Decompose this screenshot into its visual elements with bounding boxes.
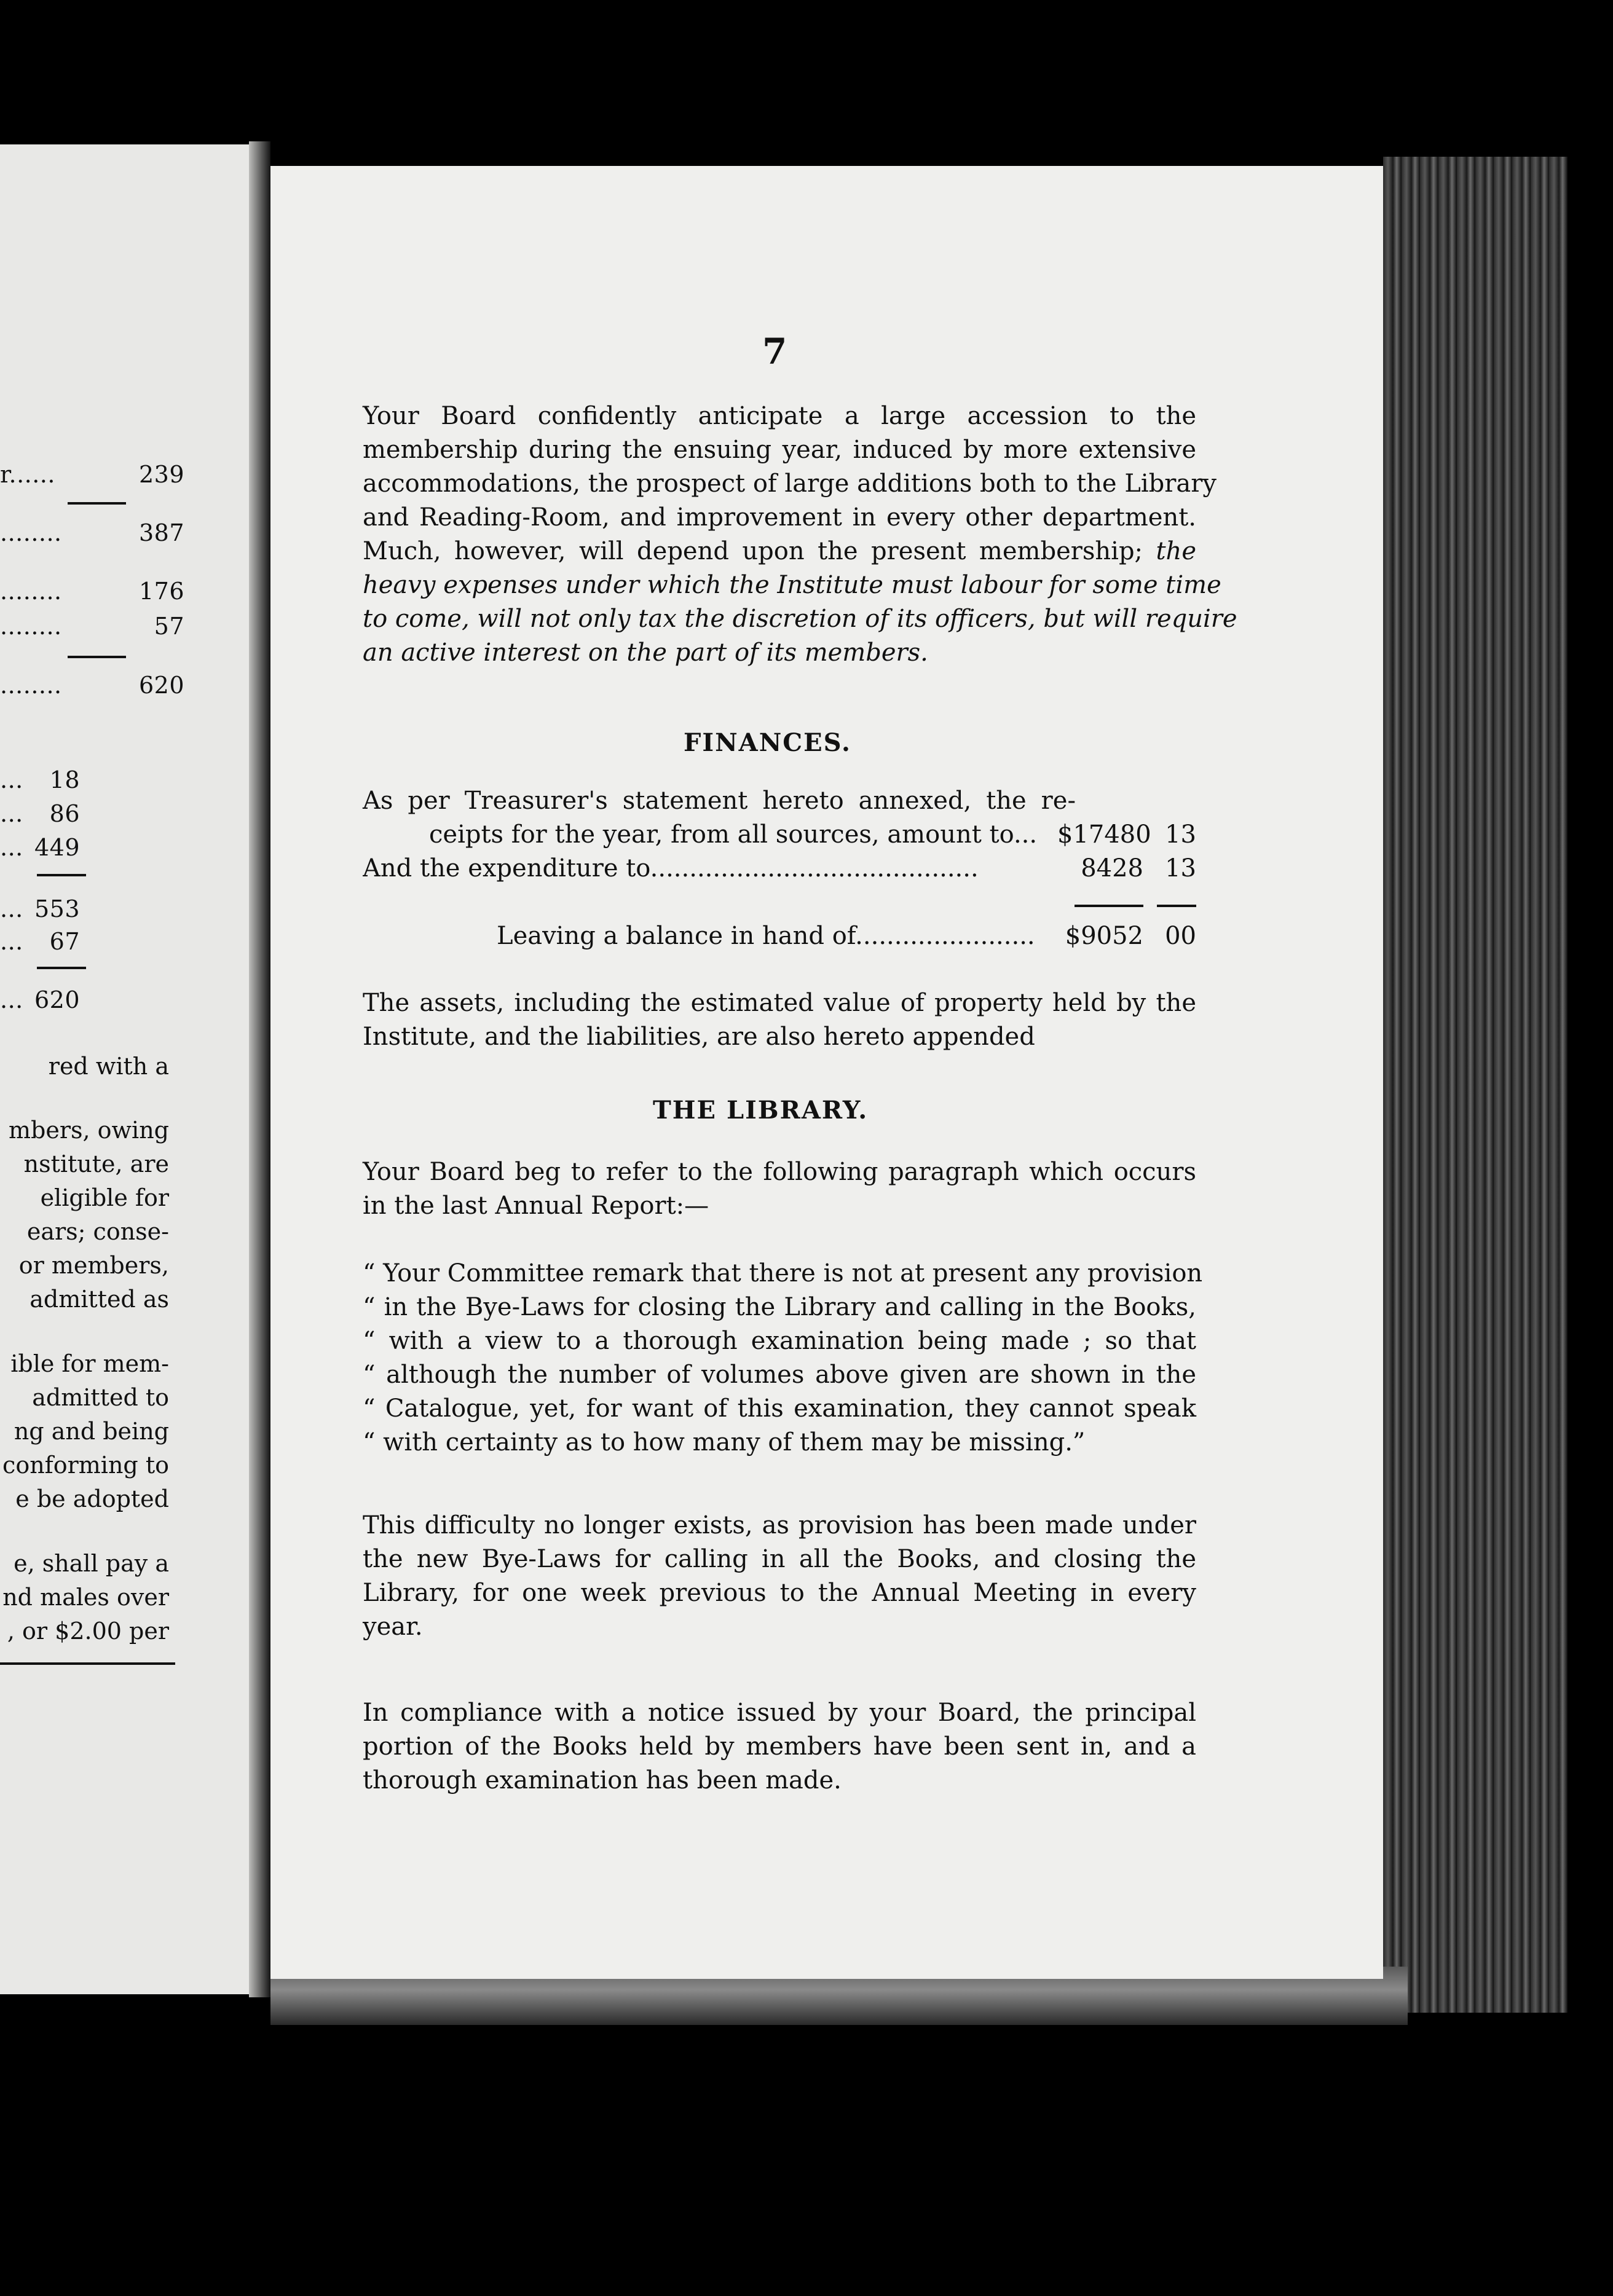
left-text-line: nd males over	[2, 1584, 169, 1611]
italic-start: the	[1156, 537, 1196, 565]
assets-line: The assets, including the estimated value of property held by the	[363, 989, 1196, 1017]
library-intro-paragraph	[363, 1155, 1196, 1223]
left-text-line: conforming to	[2, 1452, 169, 1479]
left-bottom-rule	[0, 1662, 175, 1665]
finances-line-4: Leaving a balance in hand of.......................	[497, 922, 1035, 950]
left-row-leader: ...	[0, 928, 23, 955]
quote-line: “ with a view to a thorough examination being made ; so that	[363, 1327, 1196, 1355]
expenditure-cents: 13	[1165, 854, 1196, 883]
left-text-line: red with a	[48, 1053, 169, 1080]
left-row-value: 176	[138, 578, 184, 605]
compliance-paragraph	[363, 1696, 1196, 1798]
left-row-value: 387	[138, 519, 184, 546]
left-text-line: admitted to	[32, 1384, 169, 1411]
left-row-leader: ........	[0, 578, 62, 605]
quote-line: “ Your Committee remark that there is not at present any provision	[363, 1259, 1203, 1288]
left-text-line: ng and being	[14, 1418, 169, 1445]
quoted-report	[363, 1257, 1203, 1460]
left-row-leader: ...	[0, 986, 23, 1013]
left-row-value: 620	[138, 672, 184, 699]
intro-paragraph	[363, 399, 1237, 670]
intro-line: membership during the ensuing year, induced by more extensive	[363, 436, 1196, 464]
left-rule	[68, 656, 126, 658]
intro-line: accommodations, the prospect of large additions both to the Library	[363, 470, 1217, 498]
quote-line: “ although the number of volumes above given are shown in the	[363, 1361, 1196, 1389]
left-row-leader: ........	[0, 672, 62, 699]
left-text-line: eligible for	[40, 1184, 169, 1211]
compliance-line: thorough examination has been made.	[363, 1766, 842, 1795]
left-text-line: admitted as	[30, 1286, 169, 1313]
left-rule	[68, 502, 126, 505]
intro-italic-line: heavy expenses under which the Institute must labour for some time	[363, 571, 1221, 599]
intro-italic-line: to come, will not only tax the discretion of its officers, but will require	[363, 605, 1237, 633]
library-intro-line: Your Board beg to refer to the following paragraph which occurs	[363, 1158, 1196, 1186]
left-row-value: 620	[34, 986, 80, 1013]
assets-line: Institute, and the liabilities, are also hereto appended	[363, 1023, 1035, 1051]
finances-line-1: As per Treasurer's statement hereto annexed, the re-	[363, 787, 1076, 815]
left-row-leader: ...	[0, 895, 23, 922]
receipts-dollars: $17480	[1057, 820, 1151, 849]
quote-line: “ Catalogue, yet, for want of this examination, they cannot speak	[363, 1394, 1196, 1423]
left-row-value: 67	[49, 928, 80, 955]
left-row-value: 18	[49, 766, 80, 793]
left-row-value: 553	[34, 895, 80, 922]
left-text-line: e be adopted	[15, 1485, 169, 1512]
left-rule	[37, 874, 86, 876]
book-gutter	[249, 141, 270, 1997]
left-row-leader: r......	[0, 461, 55, 488]
difficulty-line: This difficulty no longer exists, as provision has been made under	[363, 1511, 1196, 1539]
difficulty-line: the new Bye-Laws for calling in all the Books, and closing the	[363, 1545, 1196, 1573]
finances-line-2: ceipts for the year, from all sources, amount to...	[429, 820, 1038, 849]
total-rule-cents	[1157, 905, 1196, 907]
finances-line-3: And the expenditure to..........................................	[363, 854, 979, 883]
quote-line: “ in the Bye-Laws for closing the Library and calling in the Books,	[363, 1293, 1196, 1321]
left-text-line: , or $2.00 per	[7, 1618, 169, 1645]
assets-paragraph	[363, 986, 1196, 1054]
left-rule	[37, 967, 86, 969]
left-text-line: or members,	[18, 1252, 169, 1279]
balance-cents: 00	[1165, 922, 1196, 950]
page-edges	[1383, 157, 1568, 2013]
left-row-leader: ........	[0, 519, 62, 546]
left-text-line: ible for mem-	[10, 1350, 169, 1377]
difficulty-line: Library, for one week previous to the Annual Meeting in every	[363, 1579, 1196, 1607]
intro-line-mixed	[363, 535, 1196, 568]
compliance-line: portion of the Books held by members have been sent in, and a	[363, 1732, 1196, 1761]
left-row-value: 239	[138, 461, 184, 488]
left-row-value: 86	[49, 800, 80, 827]
left-row-value: 449	[34, 834, 80, 861]
difficulty-line: year.	[363, 1613, 423, 1641]
quote-line: “ with certainty as to how many of them may be missing.”	[363, 1428, 1086, 1457]
receipts-cents: 13	[1165, 820, 1196, 849]
intro-italic-line: an active interest on the part of its members.	[363, 639, 928, 667]
balance-dollars: $9052	[1065, 922, 1143, 950]
finances-heading: FINANCES.	[684, 728, 851, 757]
intro-line: and Reading-Room, and improvement in every other department.	[363, 503, 1196, 532]
left-text-line: mbers, owing	[8, 1117, 169, 1144]
left-text-line: e, shall pay a	[14, 1550, 169, 1577]
left-row-value: 57	[154, 613, 184, 640]
difficulty-paragraph	[363, 1509, 1196, 1644]
library-intro-line: in the last Annual Report:—	[363, 1192, 709, 1220]
page-number: 7	[762, 331, 787, 372]
expenditure-dollars: 8428	[1081, 854, 1143, 883]
left-row-leader: ...	[0, 834, 23, 861]
left-text-line: nstitute, are	[23, 1150, 169, 1177]
left-text-line: ears; conse-	[26, 1218, 169, 1245]
intro-line: Much, however, will depend upon the present membership;	[363, 537, 1143, 565]
left-row-leader: ........	[0, 613, 62, 640]
library-heading: THE LIBRARY.	[653, 1096, 869, 1125]
left-row-leader: ...	[0, 766, 23, 793]
left-facing-page	[0, 144, 261, 1994]
compliance-line: In compliance with a notice issued by your Board, the principal	[363, 1699, 1196, 1727]
left-row-leader: ...	[0, 800, 23, 827]
total-rule-dollars	[1075, 905, 1143, 907]
intro-line: Your Board confidently anticipate a large accession to the	[363, 402, 1196, 430]
